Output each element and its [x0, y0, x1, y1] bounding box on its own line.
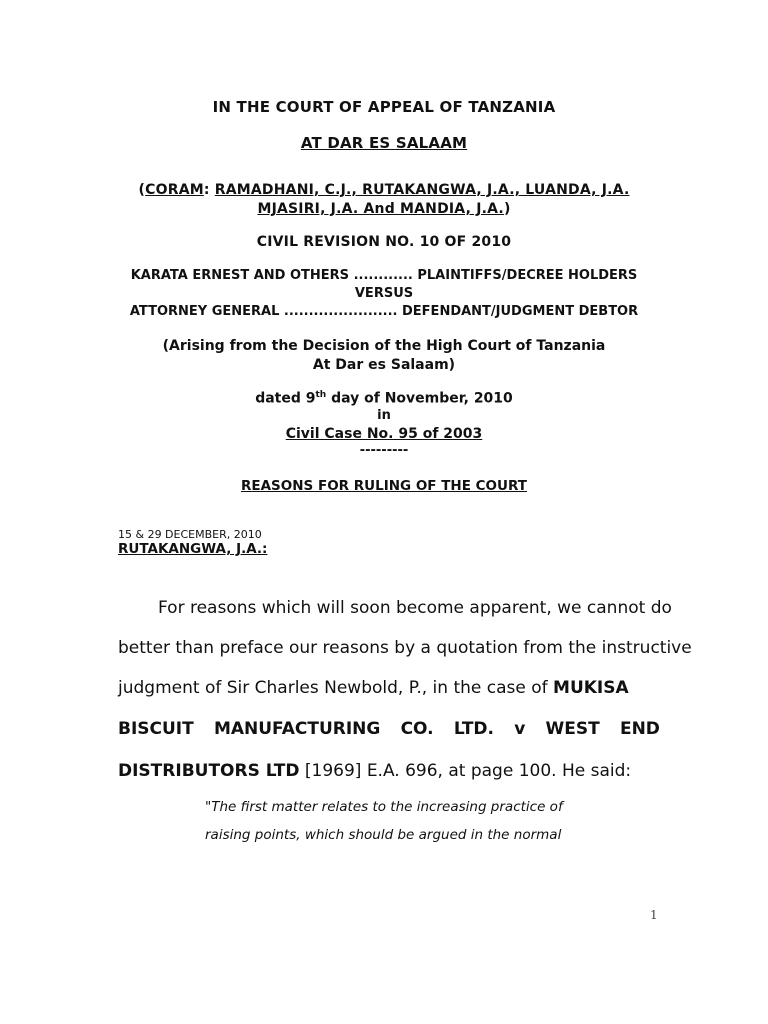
court-location: AT DAR ES SALAAM: [300, 134, 468, 152]
body-line-1: For reasons which will soon become apparent, we cannot do: [158, 598, 672, 618]
body-line-4: BISCUIT MANUFACTURING CO. LTD. v WEST END: [118, 719, 660, 739]
coram-line-1: (CORAM: RAMADHANI, C.J., RUTAKANGWA, J.A., LUANDA, J.A.: [138, 182, 630, 198]
plaintiffs-line: KARATA ERNEST AND OTHERS ............ PLAINTIFFS/DECREE HOLDERS: [130, 268, 638, 283]
civil-case-line: Civil Case No. 95 of 2003: [285, 426, 483, 442]
arising-line-1: (Arising from the Decision of the High Court of Tanzania: [162, 338, 606, 354]
reasons-title: REASONS FOR RULING OF THE COURT: [240, 478, 527, 494]
versus-line: VERSUS: [354, 286, 414, 301]
body-line-5: DISTRIBUTORS LTD [1969] E.A. 696, at page 100. He said:: [118, 761, 632, 781]
body-line-2: better than preface our reasons by a quotation from the instructive: [118, 638, 692, 658]
defendant-line: ATTORNEY GENERAL ....................... DEFENDANT/JUDGMENT DEBTOR: [129, 304, 639, 319]
dated-line: dated 9th day of November, 2010: [255, 390, 513, 407]
dashes-line: ---------: [359, 443, 409, 458]
coram-line-2: MJASIRI, J.A. And MANDIA, J.A.): [257, 201, 511, 217]
court-title: IN THE COURT OF APPEAL OF TANZANIA: [212, 98, 556, 116]
ruling-dates: 15 & 29 DECEMBER, 2010: [118, 528, 262, 541]
in-line: in: [377, 408, 391, 423]
quote-line-2: raising points, which should be argued in the normal: [205, 827, 562, 843]
body-line-3: judgment of Sir Charles Newbold, P., in the case of MUKISA: [118, 678, 629, 698]
judge-name: RUTAKANGWA, J.A.:: [118, 541, 268, 557]
case-number: CIVIL REVISION NO. 10 OF 2010: [256, 234, 512, 250]
arising-line-2: At Dar es Salaam): [312, 357, 456, 373]
quote-line-1: "The first matter relates to the increasing practice of: [205, 799, 563, 815]
page-number: 1: [650, 908, 658, 922]
